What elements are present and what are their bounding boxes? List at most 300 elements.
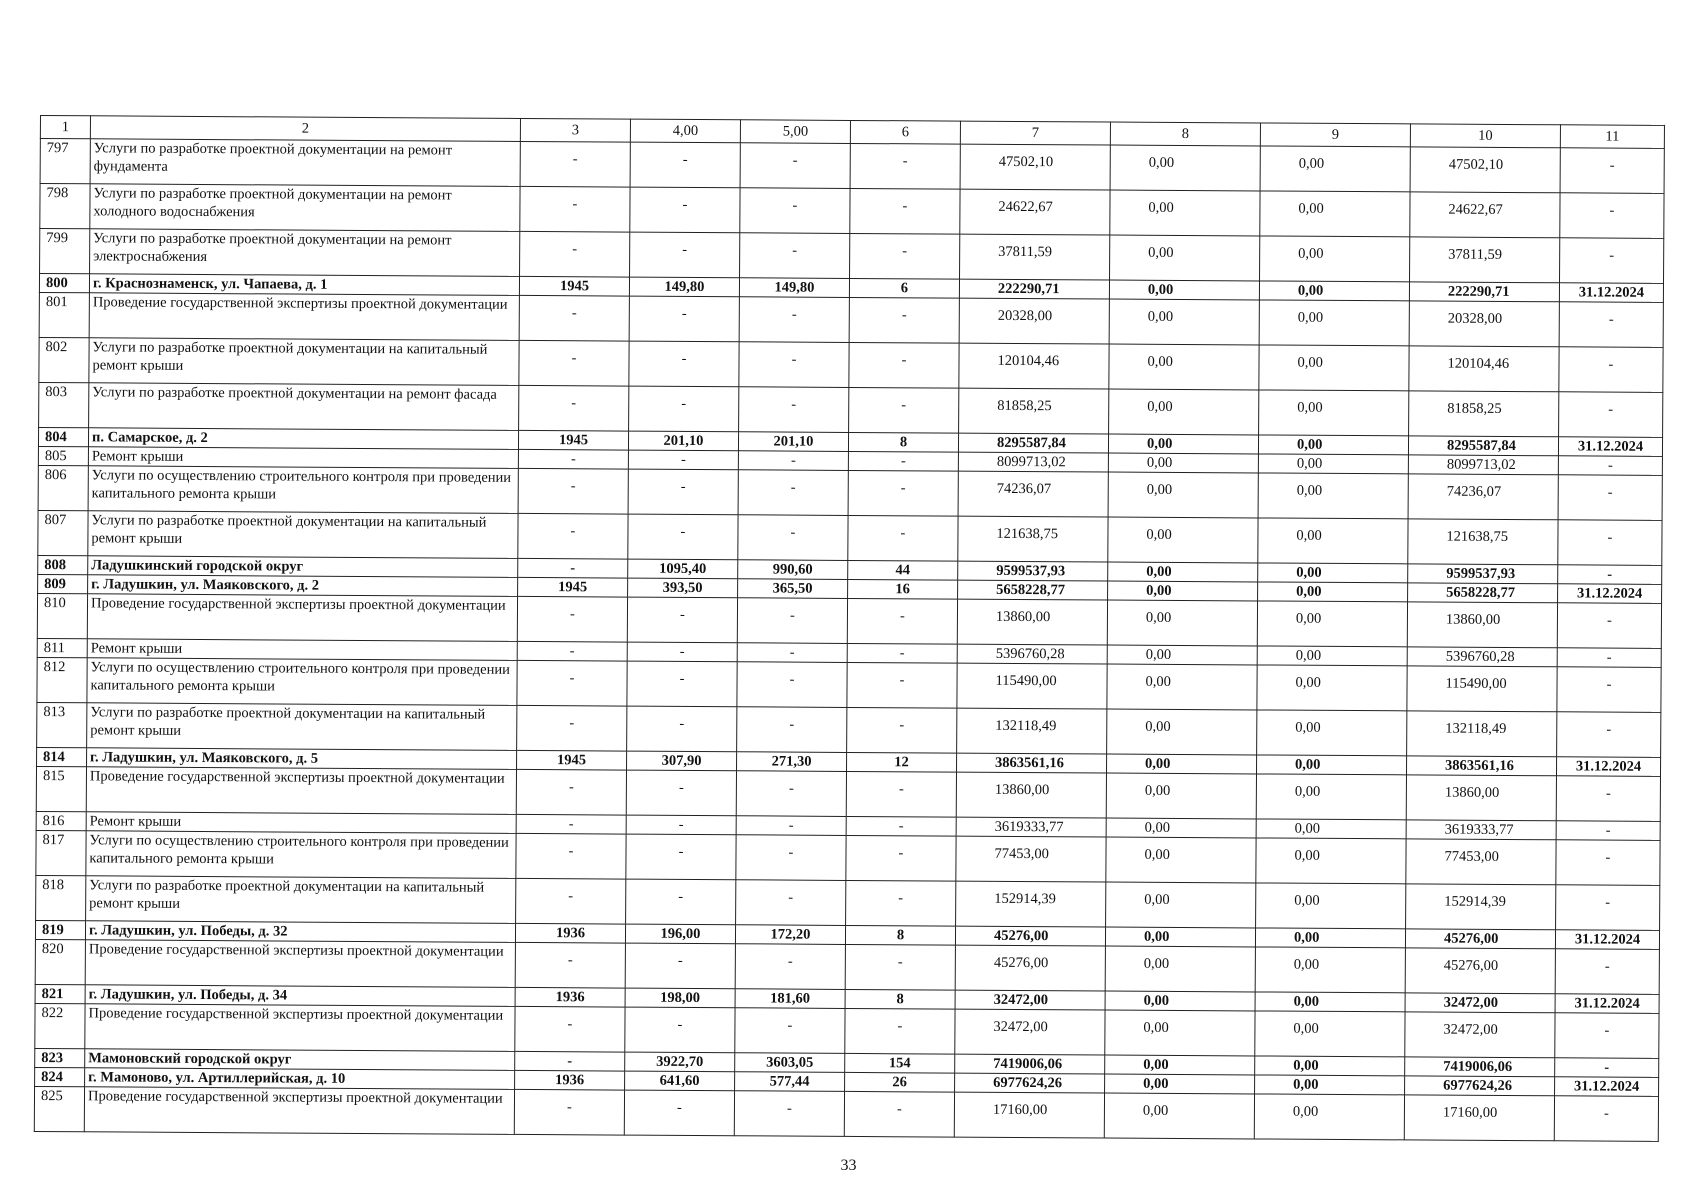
table-cell-c3: - (516, 878, 626, 924)
table-cell-name: г. Ладушкин, ул. Маяковского, д. 5 (87, 748, 517, 770)
table-cell-c5: - (737, 707, 847, 753)
table-cell-c10: 115490,00 (1407, 666, 1557, 712)
table-cell-c3: - (516, 833, 626, 879)
table-cell-c5: 365,50 (738, 579, 848, 599)
table-cell-c6: - (848, 470, 958, 516)
table-cell-c8: 0,00 (1108, 472, 1258, 518)
table-cell-c8: 0,00 (1105, 1055, 1255, 1075)
table-cell-c9: 0,00 (1258, 473, 1408, 519)
table-cell-c8: 0,00 (1106, 837, 1256, 883)
header-cell: 8 (1110, 122, 1260, 146)
table-cell-c8: 0,00 (1110, 145, 1260, 191)
table-cell-name: Услуги по разработке проектной документации на ремонт фасада (89, 383, 519, 431)
table-cell-c11: - (1560, 193, 1664, 239)
table-cell-c9: 0,00 (1255, 1056, 1405, 1076)
table-cell-number: 818 (36, 875, 86, 920)
table-cell-c10: 6977624,26 (1405, 1076, 1555, 1096)
table-cell-c5: - (739, 297, 849, 343)
table-cell-c9: 0,00 (1260, 191, 1410, 237)
table-cell-c5: - (737, 643, 847, 663)
table-cell-c6: - (848, 451, 958, 471)
table-cell-name: Мамоновский городской округ (85, 1049, 515, 1071)
table-cell-c6: - (850, 188, 960, 234)
table-cell-c6: - (850, 233, 960, 279)
table-cell-c5: 577,44 (735, 1072, 845, 1092)
table-cell-number: 821 (35, 984, 85, 1003)
table-cell-c3: - (518, 468, 628, 514)
table-cell-c3: 1945 (517, 750, 627, 770)
table-cell-c8: 0,00 (1109, 299, 1259, 345)
table-cell-c11: 31.12.2024 (1559, 283, 1663, 303)
table-cell-c8: 0,00 (1109, 389, 1259, 435)
repair-program-table (34, 115, 1665, 1142)
table-cell-c3: - (519, 340, 629, 386)
table-cell-c9: 0,00 (1258, 582, 1408, 602)
table-cell-c8: 0,00 (1105, 927, 1255, 947)
table-cell-c6: - (844, 1091, 954, 1137)
table-cell-c10: 121638,75 (1408, 519, 1558, 565)
table-cell-c7: 37811,59 (960, 234, 1110, 280)
header-cell: 9 (1260, 123, 1410, 147)
table-cell-c4: 393,50 (628, 578, 738, 598)
table-cell-c11: 31.12.2024 (1558, 437, 1662, 457)
table-cell-c4: - (627, 661, 737, 707)
table-cell-c7: 81858,25 (959, 388, 1109, 434)
table-cell-c5: - (740, 233, 850, 279)
table-cell-c7: 121638,75 (958, 516, 1108, 562)
table-cell-c5: - (736, 835, 846, 881)
table-cell-c5: - (738, 515, 848, 561)
table-cell-c11: - (1559, 347, 1663, 393)
table-cell-c10: 45276,00 (1405, 929, 1555, 949)
table-cell-c11: - (1555, 1058, 1659, 1078)
table-cell-number: 811 (37, 638, 87, 657)
table-cell-c3: - (517, 660, 627, 706)
table-cell-name: Ремонт крыши (86, 812, 516, 834)
table-cell-c6: 8 (845, 925, 955, 945)
table-cell-c11: 31.12.2024 (1555, 994, 1659, 1014)
table-cell-c5: - (737, 662, 847, 708)
table-cell-c10: 132118,49 (1407, 711, 1557, 757)
table-cell-number: 813 (37, 702, 87, 747)
table-cell-c4: - (627, 706, 737, 752)
table-cell-c11: 31.12.2024 (1558, 584, 1662, 604)
table-cell-c6: 44 (848, 560, 958, 580)
table-cell-name: г. Краснознаменск, ул. Чапаева, д. 1 (89, 274, 519, 296)
table-cell-c11: - (1557, 667, 1661, 713)
table-cell-number: 822 (35, 1003, 85, 1048)
table-cell-c4: - (630, 187, 740, 233)
table-cell-name: Ремонт крыши (87, 639, 517, 661)
table-cell-c9: 0,00 (1254, 1094, 1404, 1140)
table-cell-c9: 0,00 (1256, 883, 1406, 929)
table-cell-c8: 0,00 (1107, 709, 1257, 755)
table-cell-c6: - (846, 816, 956, 836)
table-cell-c11: - (1556, 776, 1660, 822)
table-cell-c7: 32472,00 (955, 1009, 1105, 1055)
table-cell-c4: - (629, 296, 739, 342)
table-cell-c4: 3922,70 (625, 1052, 735, 1072)
table-cell-c9: 0,00 (1255, 992, 1405, 1012)
table-cell-c11: - (1560, 148, 1664, 194)
table-cell-c9: 0,00 (1258, 518, 1408, 564)
table-cell-c7: 5396760,28 (957, 644, 1107, 664)
table-cell-c4: 201,10 (628, 431, 738, 451)
table-cell-c5: - (738, 451, 848, 471)
table-cell-c4: - (629, 386, 739, 432)
table-cell-c4: - (628, 450, 738, 470)
table-cell-c4: 149,80 (629, 277, 739, 297)
table-cell-c4: - (629, 341, 739, 387)
table-cell-c8: 0,00 (1106, 818, 1256, 838)
table-cell-c3: 1945 (518, 430, 628, 450)
table-cell-c9: 0,00 (1259, 300, 1409, 346)
table-cell-c8: 0,00 (1108, 517, 1258, 563)
table-cell-c10: 13860,00 (1407, 602, 1557, 648)
table-cell-name: Проведение государственной экспертизы проектной документации (85, 940, 515, 988)
table-cell-c9: 0,00 (1256, 819, 1406, 839)
table-cell-c3: - (518, 513, 628, 559)
table-cell-name: г. Мамоново, ул. Артиллерийская, д. 10 (85, 1068, 515, 1090)
table-cell-c9: 0,00 (1257, 710, 1407, 756)
table-cell-c8: 0,00 (1106, 773, 1256, 819)
table-cell-name: Услуги по разработке проектной документации на капитальный ремонт крыши (89, 338, 519, 386)
table-cell-c10: 32472,00 (1405, 993, 1555, 1013)
table-cell-c6: - (847, 643, 957, 663)
table-cell-c10: 47502,10 (1410, 147, 1560, 193)
header-cell: 4,00 (630, 119, 740, 143)
table-cell-c10: 8099713,02 (1408, 455, 1558, 475)
table-cell-c7: 7419006,06 (955, 1054, 1105, 1074)
table-cell-c3: - (515, 1051, 625, 1071)
table-cell-c5: 149,80 (739, 278, 849, 298)
table-cell-c4: - (627, 642, 737, 662)
table-cell-c10: 5396760,28 (1407, 647, 1557, 667)
table-cell-c5: - (734, 1091, 844, 1137)
header-cell: 1 (40, 116, 90, 139)
table-cell-c7: 222290,71 (959, 279, 1109, 299)
table-cell-c9: 0,00 (1256, 774, 1406, 820)
table-cell-name: Ладушкинский городской округ (88, 556, 518, 578)
table-cell-c11: 31.12.2024 (1555, 1077, 1659, 1097)
table-cell-c10: 13860,00 (1406, 775, 1556, 821)
table-cell-c11: 31.12.2024 (1556, 757, 1660, 777)
header-cell: 3 (520, 118, 630, 142)
table-cell-c6: - (847, 598, 957, 644)
table-cell-c4: 1095,40 (628, 559, 738, 579)
table-cell-c7: 6977624,26 (955, 1073, 1105, 1093)
table-cell-number: 824 (35, 1067, 85, 1086)
table-cell-c3: 1936 (515, 923, 625, 943)
table-cell-c8: 0,00 (1107, 600, 1257, 646)
table-cell-name: Проведение государственной экспертизы проектной документации (89, 293, 519, 341)
table-cell-c8: 0,00 (1109, 344, 1259, 390)
table-cell-number: 823 (35, 1048, 85, 1067)
table-cell-c7: 5658228,77 (958, 580, 1108, 600)
table-cell-c6: 26 (845, 1072, 955, 1092)
table-cell-c8: 0,00 (1108, 562, 1258, 582)
table-cell-c10: 222290,71 (1409, 282, 1559, 302)
table-cell-name: г. Ладушкин, ул. Победы, д. 34 (85, 985, 515, 1007)
table-cell-c8: 0,00 (1107, 645, 1257, 665)
table-cell-c3: - (516, 814, 626, 834)
table-cell-number: 810 (37, 593, 87, 638)
table-cell-c10: 74236,07 (1408, 474, 1558, 520)
table-cell-c4: - (626, 879, 736, 925)
table-cell-c9: 0,00 (1257, 665, 1407, 711)
table-cell-c3: - (517, 596, 627, 642)
table-cell-number: 815 (36, 766, 86, 811)
table-cell-c9: 0,00 (1255, 1075, 1405, 1095)
table-cell-number: 804 (38, 427, 88, 446)
table-cell-c7: 115490,00 (957, 663, 1107, 709)
table-cell-c10: 32472,00 (1405, 1012, 1555, 1058)
table-cell-c5: - (736, 771, 846, 817)
table-cell-c10: 45276,00 (1405, 948, 1555, 994)
table-cell-c4: - (626, 834, 736, 880)
table-cell-c7: 8295587,84 (958, 433, 1108, 453)
table-cell-c9: 0,00 (1258, 563, 1408, 583)
table-cell-c10: 120104,46 (1409, 346, 1559, 392)
table-cell-c8: 0,00 (1107, 664, 1257, 710)
table-cell-c6: - (846, 835, 956, 881)
table-cell-c4: 196,00 (625, 924, 735, 944)
table-cell-c9: 0,00 (1260, 236, 1410, 282)
table-cell-c9: 0,00 (1255, 1011, 1405, 1057)
table-cell-c3: - (519, 295, 629, 341)
table-cell-c3: - (515, 942, 625, 988)
table-cell-c3: 1936 (515, 987, 625, 1007)
table-cell-c5: - (738, 470, 848, 516)
table-cell-c3: 1936 (515, 1070, 625, 1090)
table-cell-c6: - (847, 662, 957, 708)
table-cell-c6: 8 (848, 432, 958, 452)
table-cell-name: Услуги по разработке проектной документации на капитальный ремонт крыши (88, 511, 518, 559)
table-cell-c4: - (630, 142, 740, 188)
table-cell-c11: - (1557, 603, 1661, 649)
header-cell: 2 (90, 116, 520, 142)
table-cell-c8: 0,00 (1108, 581, 1258, 601)
table-cell-name: Услуги по разработке проектной документации на ремонт фундамента (90, 139, 520, 187)
table-cell-c11: - (1559, 302, 1663, 348)
table-cell-c8: 0,00 (1105, 1074, 1255, 1094)
table-row-work (34, 1086, 1658, 1141)
table-cell-c8: 0,00 (1110, 235, 1260, 281)
table-cell-c3: - (518, 449, 628, 469)
table-cell-c10: 81858,25 (1409, 391, 1559, 437)
table-cell-c11: - (1559, 392, 1663, 438)
table-cell-c8: 0,00 (1106, 882, 1256, 928)
table-cell-c7: 45276,00 (955, 926, 1105, 946)
table-cell-c10: 3619333,77 (1406, 820, 1556, 840)
table-cell-c9: 0,00 (1256, 838, 1406, 884)
table-cell-c8: 0,00 (1105, 946, 1255, 992)
table-cell-c4: - (630, 232, 740, 278)
table-cell-c3: 1945 (518, 577, 628, 597)
table-cell-c5: - (739, 387, 849, 433)
table-cell-c7: 20328,00 (959, 298, 1109, 344)
table-cell-c9: 0,00 (1260, 146, 1410, 192)
table-cell-c6: 16 (848, 579, 958, 599)
table-cell-number: 798 (40, 184, 90, 229)
table-cell-c5: - (735, 1008, 845, 1054)
table-cell-number: 797 (40, 139, 90, 184)
table-cell-c6: - (846, 771, 956, 817)
table-cell-c11: 31.12.2024 (1555, 930, 1659, 950)
table-cell-number: 806 (38, 465, 88, 510)
table-cell-number: 816 (36, 811, 86, 830)
table-cell-number: 803 (39, 382, 89, 427)
table-cell-c9: 0,00 (1257, 646, 1407, 666)
table-cell-number: 825 (34, 1086, 84, 1131)
table-cell-c5: - (737, 598, 847, 644)
table-cell-name: Услуги по осуществлению строительного контроля при проведении капитального ремонта крыши (87, 658, 517, 706)
table-cell-c6: - (850, 143, 960, 189)
table-cell-name: Проведение государственной экспертизы проектной документации (85, 1004, 515, 1052)
table-cell-c8: 0,00 (1105, 991, 1255, 1011)
table-cell-c4: - (628, 514, 738, 560)
table-cell-c5: - (740, 188, 850, 234)
table-cell-c3: - (517, 705, 627, 751)
table-cell-c6: - (845, 1008, 955, 1054)
table-cell-c8: 0,00 (1105, 1010, 1255, 1056)
table-cell-name: Услуги по осуществлению строительного контроля при проведении капитального ремонта крыши (88, 466, 518, 514)
table-cell-c11: - (1556, 821, 1660, 841)
table-cell-c9: 0,00 (1259, 345, 1409, 391)
table-cell-c7: 47502,10 (960, 144, 1110, 190)
table-cell-c7: 3619333,77 (956, 817, 1106, 837)
table-cell-c10: 24622,67 (1410, 192, 1560, 238)
table-cell-c11: - (1555, 949, 1659, 995)
table-cell-c10: 17160,00 (1404, 1095, 1554, 1141)
table-cell-name: Услуги по осуществлению строительного контроля при проведении капитального ремонта крыши (86, 831, 516, 879)
table-cell-c11: - (1557, 712, 1661, 758)
table-cell-c6: - (849, 387, 959, 433)
table-cell-c7: 32472,00 (955, 990, 1105, 1010)
table-cell-name: г. Ладушкин, ул. Маяковского, д. 2 (88, 575, 518, 597)
table-cell-c3: - (520, 231, 630, 277)
table-cell-c7: 77453,00 (956, 836, 1106, 882)
table-cell-c6: - (849, 297, 959, 343)
table-cell-c4: - (628, 469, 738, 515)
table-cell-number: 802 (39, 337, 89, 382)
table-cell-c9: 0,00 (1257, 601, 1407, 647)
table-cell-c6: 6 (849, 278, 959, 298)
table-cell-number: 812 (37, 657, 87, 702)
table-cell-c5: 172,20 (735, 925, 845, 945)
table-cell-c11: - (1558, 520, 1662, 566)
table-cell-c5: - (736, 880, 846, 926)
table-cell-c6: - (846, 880, 956, 926)
table-cell-c3: - (517, 641, 627, 661)
table-cell-c7: 8099713,02 (958, 452, 1108, 472)
table-cell-c11: - (1558, 475, 1662, 521)
table-cell-c10: 77453,00 (1406, 839, 1556, 885)
table-cell-c7: 45276,00 (955, 945, 1105, 991)
table-cell-name: п. Самарское, д. 2 (88, 428, 518, 450)
table-cell-name: Услуги по разработке проектной документации на ремонт холодного водоснабжения (90, 184, 520, 232)
table-cell-c7: 17160,00 (954, 1092, 1104, 1138)
table-cell-c10: 3863561,16 (1406, 756, 1556, 776)
table-cell-name: Проведение государственной экспертизы проектной документации (87, 594, 517, 642)
table-cell-number: 808 (38, 555, 88, 574)
table-cell-c9: 0,00 (1259, 390, 1409, 436)
table-cell-name: Услуги по разработке проектной документации на капитальный ремонт крыши (87, 703, 517, 751)
table-cell-c10: 37811,59 (1410, 237, 1560, 283)
table-cell-name: г. Ладушкин, ул. Победы, д. 32 (85, 921, 515, 943)
table-cell-number: 800 (39, 274, 89, 293)
table-cell-number: 819 (35, 920, 85, 939)
table-cell-c11: - (1560, 238, 1664, 284)
table-cell-name: Услуги по разработке проектной документации на ремонт электроснабжения (90, 229, 520, 277)
table-cell-c8: 0,00 (1108, 453, 1258, 473)
table-cell-c7: 120104,46 (959, 343, 1109, 389)
table-cell-c11: - (1558, 565, 1662, 585)
table-cell-c4: 641,60 (625, 1071, 735, 1091)
table-cell-c11: - (1554, 1096, 1658, 1142)
table-cell-c7: 74236,07 (958, 471, 1108, 517)
header-cell: 10 (1410, 124, 1560, 148)
table-cell-c7: 13860,00 (956, 772, 1106, 818)
table-cell-name: Услуги по разработке проектной документации на капитальный ремонт крыши (86, 876, 516, 924)
table-cell-c3: - (516, 769, 626, 815)
header-cell: 7 (960, 121, 1110, 145)
table-cell-c8: 0,00 (1104, 1093, 1254, 1139)
table-cell-c11: - (1558, 456, 1662, 476)
table-cell-c3: - (515, 1006, 625, 1052)
table-cell-c9: 0,00 (1256, 755, 1406, 775)
table-cell-number: 801 (39, 292, 89, 337)
table-cell-c6: 8 (845, 989, 955, 1009)
table-cell-c4: - (625, 1007, 735, 1053)
table-cell-c5: 201,10 (738, 432, 848, 452)
table-cell-c6: - (847, 707, 957, 753)
table-cell-c10: 152914,39 (1406, 884, 1556, 930)
table-cell-c8: 0,00 (1107, 754, 1257, 774)
table-cell-c11: - (1556, 840, 1660, 886)
table-cell-number: 814 (37, 747, 87, 766)
table-cell-c9: 0,00 (1258, 454, 1408, 474)
table-cell-c8: 0,00 (1108, 434, 1258, 454)
table-cell-c7: 3863561,16 (957, 753, 1107, 773)
table-cell-number: 820 (35, 939, 85, 984)
document-sheet (34, 115, 1664, 1142)
table-cell-c6: 154 (845, 1053, 955, 1073)
table-cell-c10: 8295587,84 (1408, 436, 1558, 456)
table-cell-c7: 9599537,93 (958, 561, 1108, 581)
table-cell-c5: - (735, 944, 845, 990)
table-cell-c9: 0,00 (1258, 435, 1408, 455)
table-cell-name: Проведение государственной экспертизы проектной документации (84, 1087, 514, 1135)
table-cell-c7: 152914,39 (956, 881, 1106, 927)
table-cell-c4: 307,90 (627, 751, 737, 771)
table-cell-c9: 0,00 (1255, 928, 1405, 948)
table-cell-c10: 20328,00 (1409, 301, 1559, 347)
table-cell-c4: - (627, 597, 737, 643)
table-cell-c3: - (520, 141, 630, 187)
table-cell-c11: - (1556, 885, 1660, 931)
table-cell-c10: 9599537,93 (1408, 564, 1558, 584)
table-cell-c7: 132118,49 (957, 708, 1107, 754)
table-cell-c4: - (625, 943, 735, 989)
table-cell-number: 805 (38, 446, 88, 465)
header-cell: 5,00 (740, 120, 850, 144)
table-cell-number: 807 (38, 510, 88, 555)
table-cell-c3: 1945 (519, 276, 629, 296)
page-number: 33 (840, 1157, 857, 1174)
table-cell-c9: 0,00 (1255, 947, 1405, 993)
table-cell-c3: - (520, 186, 630, 232)
